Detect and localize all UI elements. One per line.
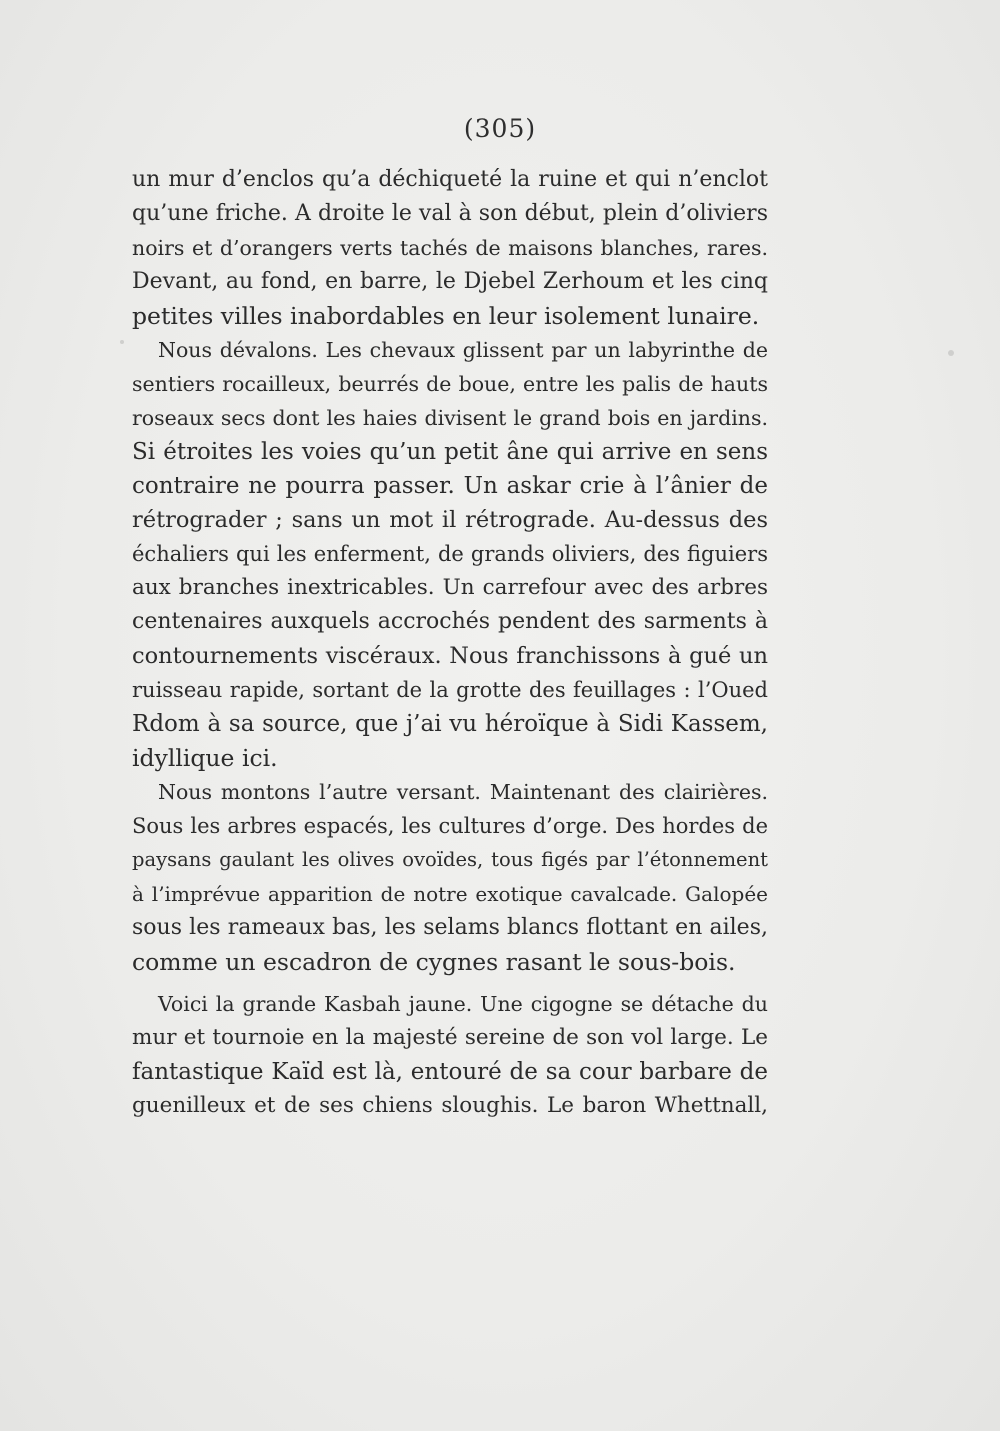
text-line: sentiers rocailleux, beurrés de boue, entre les palis de hauts [132, 372, 768, 396]
text-line: mur et tournoie en la majesté sereine de son vol large. Le [132, 1025, 768, 1050]
text-line: roseaux secs dont les haies divisent le grand bois en jardins. [132, 406, 768, 430]
text-line: Voici la grande Kasbah jaune. Une cigogne se détache du [158, 992, 768, 1016]
paper-speck [120, 340, 124, 344]
text-line: Sous les arbres espacés, les cultures d’orge. Des hordes de [132, 814, 768, 838]
page-number: (305) [463, 114, 537, 143]
text-line: contournements viscéraux. Nous franchissons à gué un [132, 643, 768, 669]
text-line: aux branches inextricables. Un carrefour avec des arbres [132, 575, 768, 600]
text-line: Si étroites les voies qu’un petit âne qui arrive en sens [132, 439, 768, 465]
paragraph [132, 775, 768, 979]
paragraph-gap [132, 979, 768, 987]
text-line: échaliers qui les enferment, de grands oliviers, des figuiers [132, 542, 768, 566]
text-line: centenaires auxquels accrochés pendent des sarments à [132, 609, 768, 634]
text-line: comme un escadron de cygnes rasant le sous-bois. [132, 948, 736, 976]
text-line: rétrograder ; sans un mot il rétrograde. Au-dessus des [132, 507, 768, 533]
paper-speck [948, 350, 954, 356]
paragraph [132, 333, 768, 775]
body-text [132, 163, 768, 1123]
text-line: Nous dévalons. Les chevaux glissent par un labyrinthe de [158, 338, 768, 362]
text-line: guenilleux et de ses chiens sloughis. Le baron Whettnall, [132, 1093, 768, 1118]
text-line: paysans gaulant les olives ovoïdes, tous figés par l’étonnement [132, 848, 768, 871]
text-line: un mur d’enclos qu’a déchiqueté la ruine et qui n’enclot [132, 167, 768, 192]
text-line: Nous montons l’autre versant. Maintenant des clairières. [158, 780, 768, 804]
text-line: contraire ne pourra passer. Un askar crie à l’ânier de [132, 473, 768, 499]
text-line: ruisseau rapide, sortant de la grotte des feuillages : l’Oued [132, 678, 768, 702]
text-line: sous les rameaux bas, les selams blancs flottant en ailes, [132, 915, 768, 940]
paragraph [132, 163, 768, 333]
text-line: qu’une friche. A droite le val à son début, plein d’oliviers [132, 201, 768, 226]
text-line: noirs et d’orangers verts tachés de maisons blanches, rares. [132, 236, 768, 260]
paragraph [132, 987, 768, 1123]
text-line: Rdom à sa source, que j’ai vu héroïque à Sidi Kassem, [132, 711, 768, 737]
text-line: à l’imprévue apparition de notre exotique cavalcade. Galopée [132, 882, 768, 906]
text-line: Devant, au fond, en barre, le Djebel Zerhoum et les cinq [132, 269, 768, 294]
text-line: idyllique ici. [132, 744, 278, 772]
text-line: petites villes inabordables en leur isolement lunaire. [132, 302, 760, 330]
text-line: fantastique Kaïd est là, entouré de sa cour barbare de [132, 1059, 768, 1085]
